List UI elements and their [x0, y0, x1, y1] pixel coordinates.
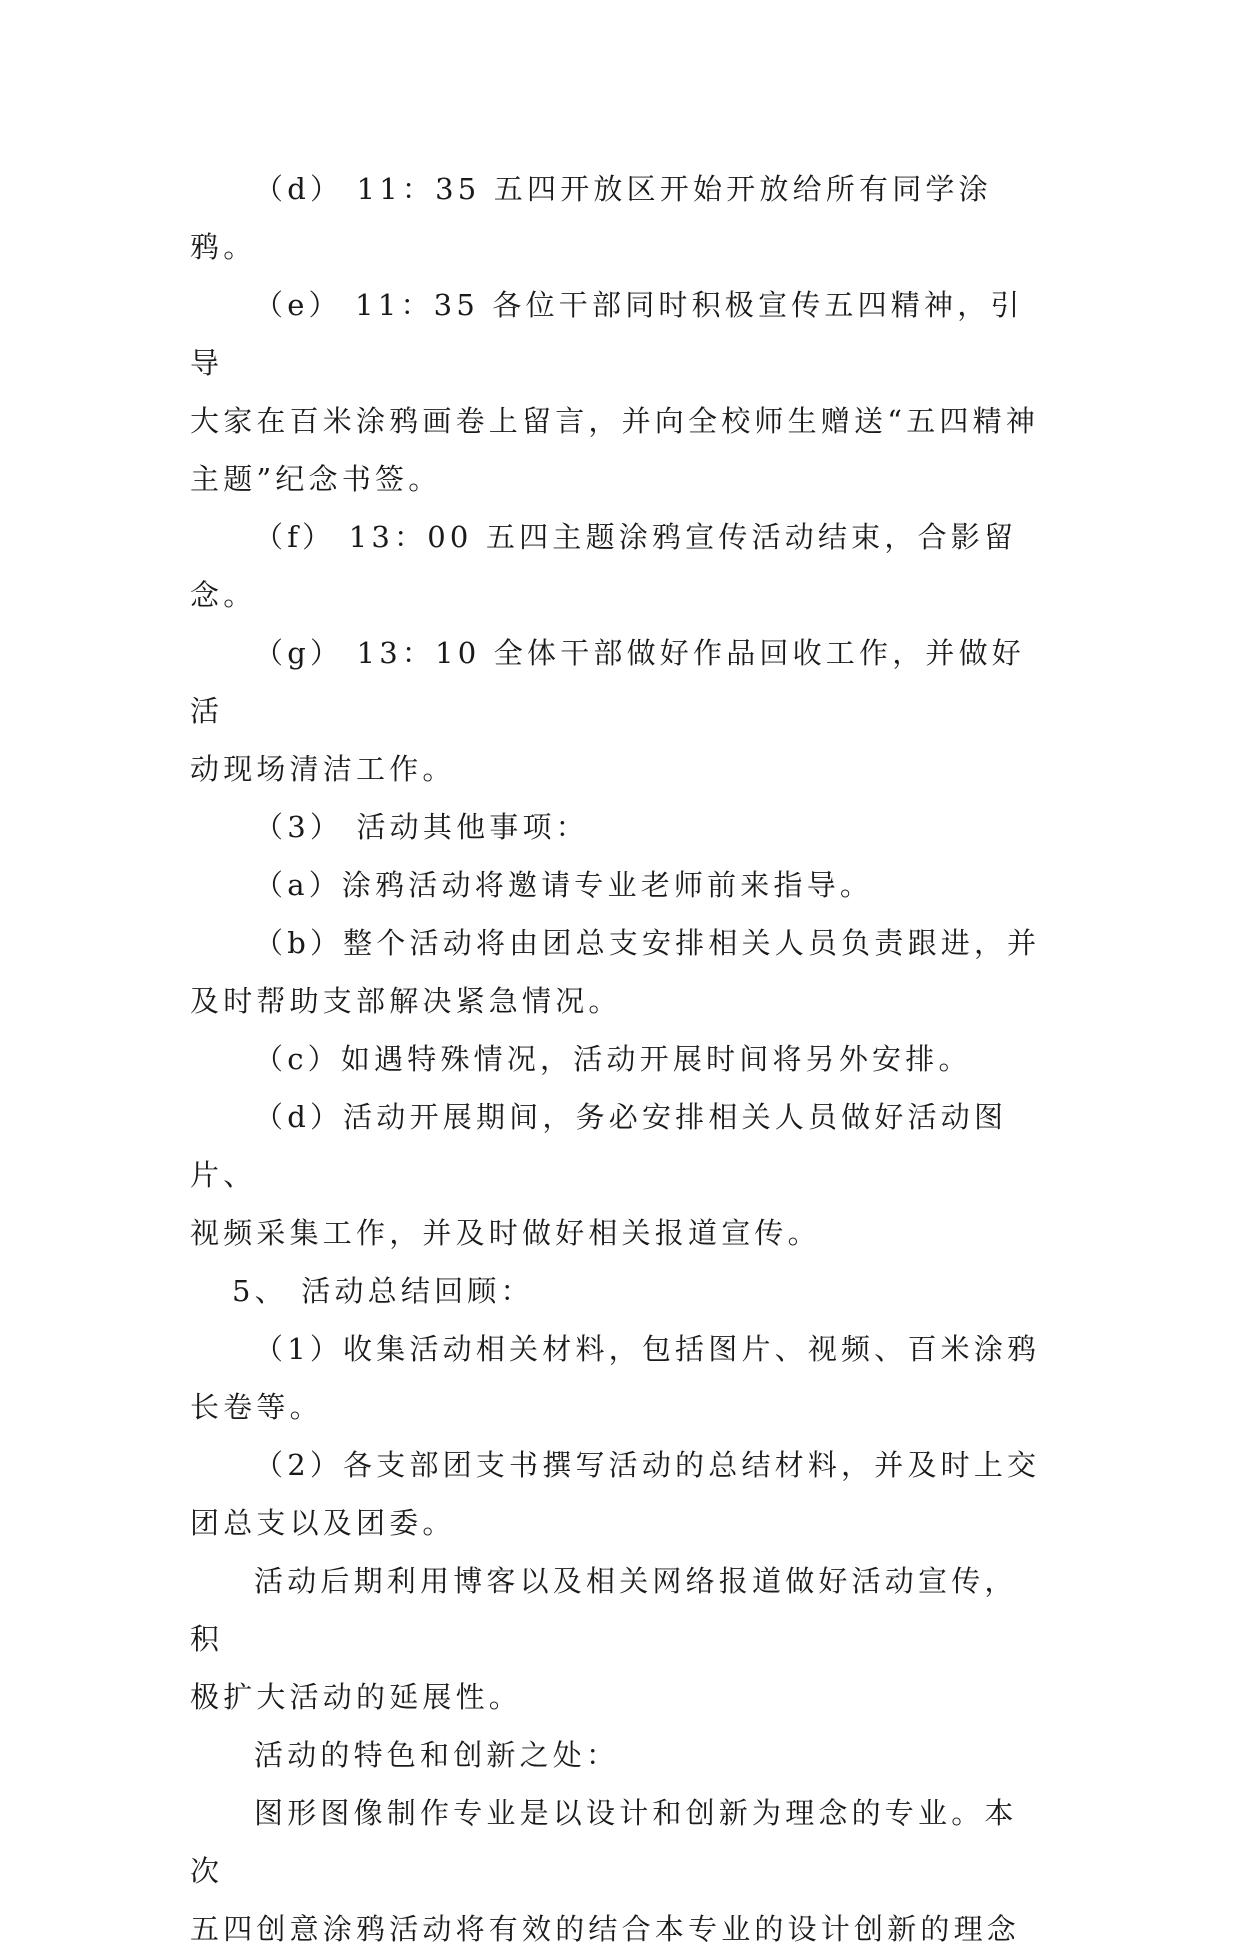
paragraph-schedule-d: [190, 160, 1050, 276]
text-line: （3） 活动其他事项：: [254, 810, 589, 844]
paragraph-schedule-e: [190, 276, 1050, 508]
text-line: （b）整个活动将由团总支安排相关人员负责跟进，并: [254, 926, 1041, 960]
text-line: 长卷等。: [190, 1390, 323, 1424]
paragraph-matter-b: [190, 914, 1050, 1030]
paragraph-features: [190, 1784, 1050, 1958]
paragraph-matter-c: [190, 1030, 1050, 1088]
text-line: （e） 11：35 各位干部同时积极宣传五四精神，引导: [190, 288, 1024, 380]
text-line: 团总支以及团委。: [190, 1506, 456, 1540]
paragraph-matter-d: [190, 1088, 1050, 1262]
section-heading-summary: [190, 1262, 1050, 1320]
text-line: （1）收集活动相关材料，包括图片、视频、百米涂鸦: [254, 1332, 1041, 1366]
paragraph-matter-a: [190, 856, 1050, 914]
paragraph-schedule-g: [190, 624, 1050, 798]
section-heading-other-matters: [190, 798, 1050, 856]
text-line: 图形图像制作专业是以设计和创新为理念的专业。本次: [190, 1796, 1018, 1888]
text-line: 视频采集工作，并及时做好相关报道宣传。: [190, 1216, 821, 1250]
text-line: （d） 11：35 五四开放区开始开放给所有同学涂鸦。: [190, 172, 992, 264]
paragraph-summary-1: [190, 1320, 1050, 1436]
text-line: 大家在百米涂鸦画卷上留言，并向全校师生赠送“五四精神: [190, 404, 1040, 438]
document-body: [190, 160, 1050, 1958]
text-line: （f） 13：00 五四主题涂鸦宣传活动结束，合影留念。: [190, 520, 1018, 612]
text-line: 主题”纪念书签。: [190, 462, 442, 496]
paragraph-summary-2: [190, 1436, 1050, 1552]
paragraph-schedule-f: [190, 508, 1050, 624]
text-line: 活动后期利用博客以及相关网络报道做好活动宣传，积: [190, 1564, 1018, 1656]
text-line: 5、 活动总结回顾：: [232, 1274, 534, 1308]
text-line: （2）各支部团支书撰写活动的总结材料，并及时上交: [254, 1448, 1041, 1482]
paragraph-promotion: [190, 1552, 1050, 1726]
text-line: 活动的特色和创新之处：: [254, 1738, 620, 1772]
text-line: 五四创意涂鸦活动将有效的结合本专业的设计创新的理念: [190, 1912, 1021, 1946]
text-line: （g） 13：10 全体干部做好作品回收工作，并做好活: [190, 636, 1026, 728]
text-line: （d）活动开展期间，务必安排相关人员做好活动图片、: [190, 1100, 1008, 1192]
text-line: 极扩大活动的延展性。: [190, 1680, 523, 1714]
text-line: （c）如遇特殊情况，活动开展时间将另外安排。: [254, 1042, 972, 1076]
text-line: （a）涂鸦活动将邀请专业老师前来指导。: [254, 868, 874, 902]
section-heading-features: [190, 1726, 1050, 1784]
text-line: 动现场清洁工作。: [190, 752, 456, 786]
text-line: 及时帮助支部解决紧急情况。: [190, 984, 622, 1018]
